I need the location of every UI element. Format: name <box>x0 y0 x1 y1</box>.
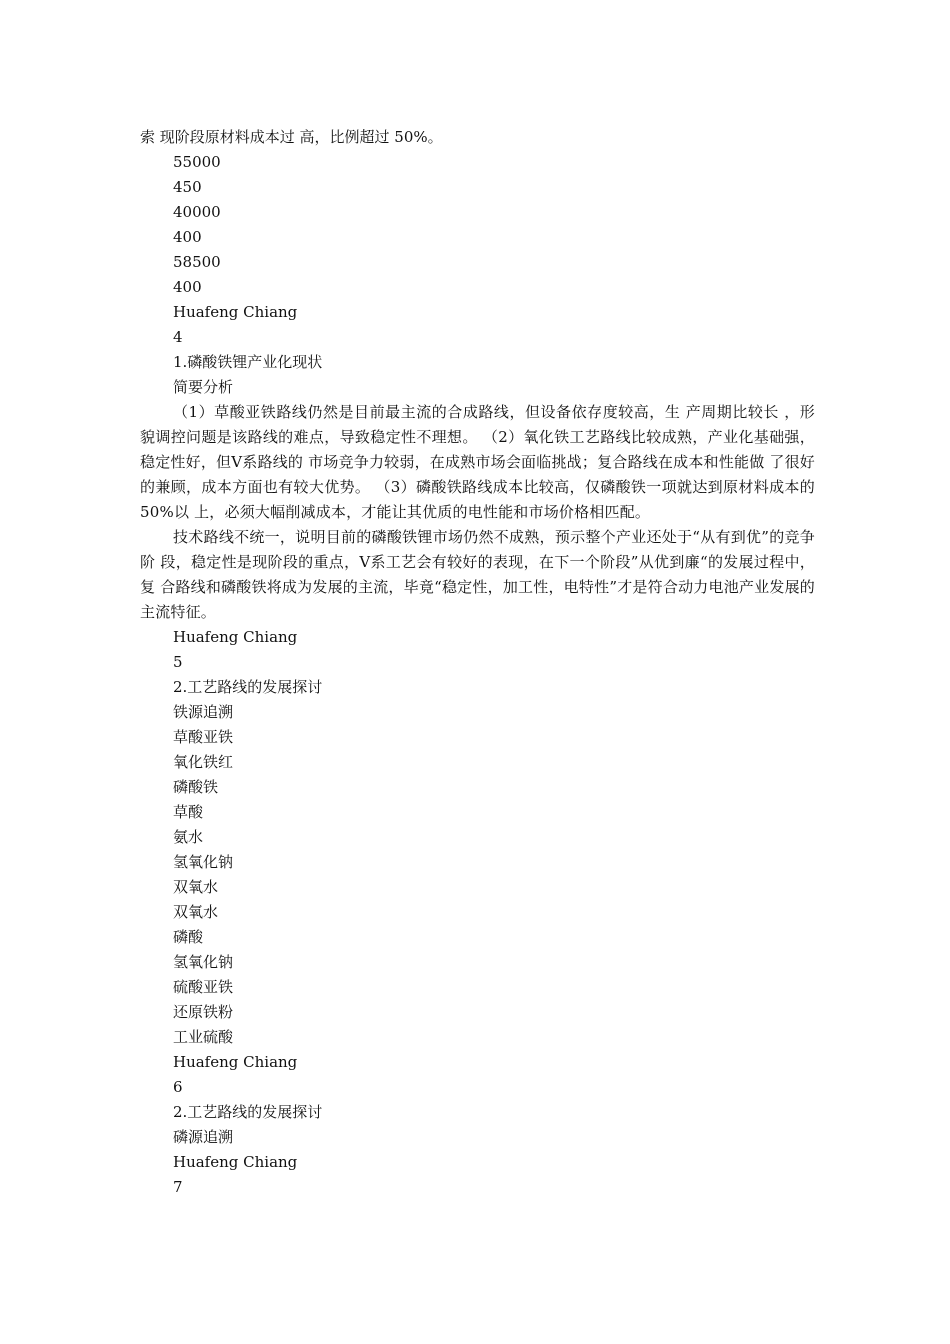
page-number: 5 <box>173 653 183 671</box>
list-item: 磷酸 <box>173 928 204 946</box>
section-subheading: 铁源追溯 <box>173 703 234 721</box>
section-subheading: 磷源追溯 <box>173 1128 234 1146</box>
section-heading: 1.磷酸铁锂产业化现状 <box>173 353 323 371</box>
list-item: 草酸 <box>173 803 204 821</box>
number-value: 400 <box>173 228 202 246</box>
intro-line: 索 现阶段原材料成本过 高，比例超过 50%。 <box>140 128 443 146</box>
list-item: 氨水 <box>173 828 204 846</box>
number-value: 55000 <box>173 153 221 171</box>
list-item: 还原铁粉 <box>173 1003 234 1021</box>
document-page <box>140 125 815 1200</box>
page-number: 7 <box>173 1178 183 1196</box>
number-value: 40000 <box>173 203 221 221</box>
section-heading: 2.工艺路线的发展探讨 <box>173 678 323 696</box>
number-value: 58500 <box>173 253 221 271</box>
summary-paragraph: 技术路线不统一，说明目前的磷酸铁锂市场仍然不成熟，预示整个产业还处于“从有到优”的竞争阶 段，稳定性是现阶段的重点，Ⅴ系工艺会有较好的表现，在下一个阶段”从优到廉“的发展过程中，复 合路线和磷酸铁将成为发展的主流，毕竟“稳定性，加工性，电特性”才是符合动力电池产业发展的 主流特征。 <box>140 528 815 621</box>
page-number: 6 <box>173 1078 183 1096</box>
section-heading: 2.工艺路线的发展探讨 <box>173 1103 323 1121</box>
list-item: 工业硫酸 <box>173 1028 234 1046</box>
page-number: 4 <box>173 328 183 346</box>
list-item: 氢氧化钠 <box>173 853 234 871</box>
author-name: Huafeng Chiang <box>173 1053 298 1071</box>
author-name: Huafeng Chiang <box>173 628 298 646</box>
number-value: 450 <box>173 178 202 196</box>
author-name: Huafeng Chiang <box>173 1153 298 1171</box>
list-item: 双氧水 <box>173 903 219 921</box>
list-item: 双氧水 <box>173 878 219 896</box>
list-item: 草酸亚铁 <box>173 728 234 746</box>
list-item: 磷酸铁 <box>173 778 219 796</box>
list-item: 硫酸亚铁 <box>173 978 234 996</box>
analysis-paragraph: （1）草酸亚铁路线仍然是目前最主流的合成路线，但设备依存度较高，生 产周期比较长 ，形貌调控问题是该路线的难点，导致稳定性不理想。 （2）氧化铁工艺路线比较成熟，产业化基础强，稳定性好，但Ⅴ系路线的 市场竞争力较弱，在成熟市场会面临挑战；复合路线在成本和性能做 了很好的兼顾，成本方面也有较大优势。 （3）磷酸铁路线成本比较高，仅磷酸铁一项就达到原材料成本的 50%以 上，必须大幅削减成本，才能让其优质的电性能和市场价格相匹配。 <box>140 403 815 521</box>
author-name: Huafeng Chiang <box>173 303 298 321</box>
list-item: 氢氧化钠 <box>173 953 234 971</box>
section-subheading: 简要分析 <box>173 378 234 396</box>
number-value: 400 <box>173 278 202 296</box>
list-item: 氧化铁红 <box>173 753 234 771</box>
